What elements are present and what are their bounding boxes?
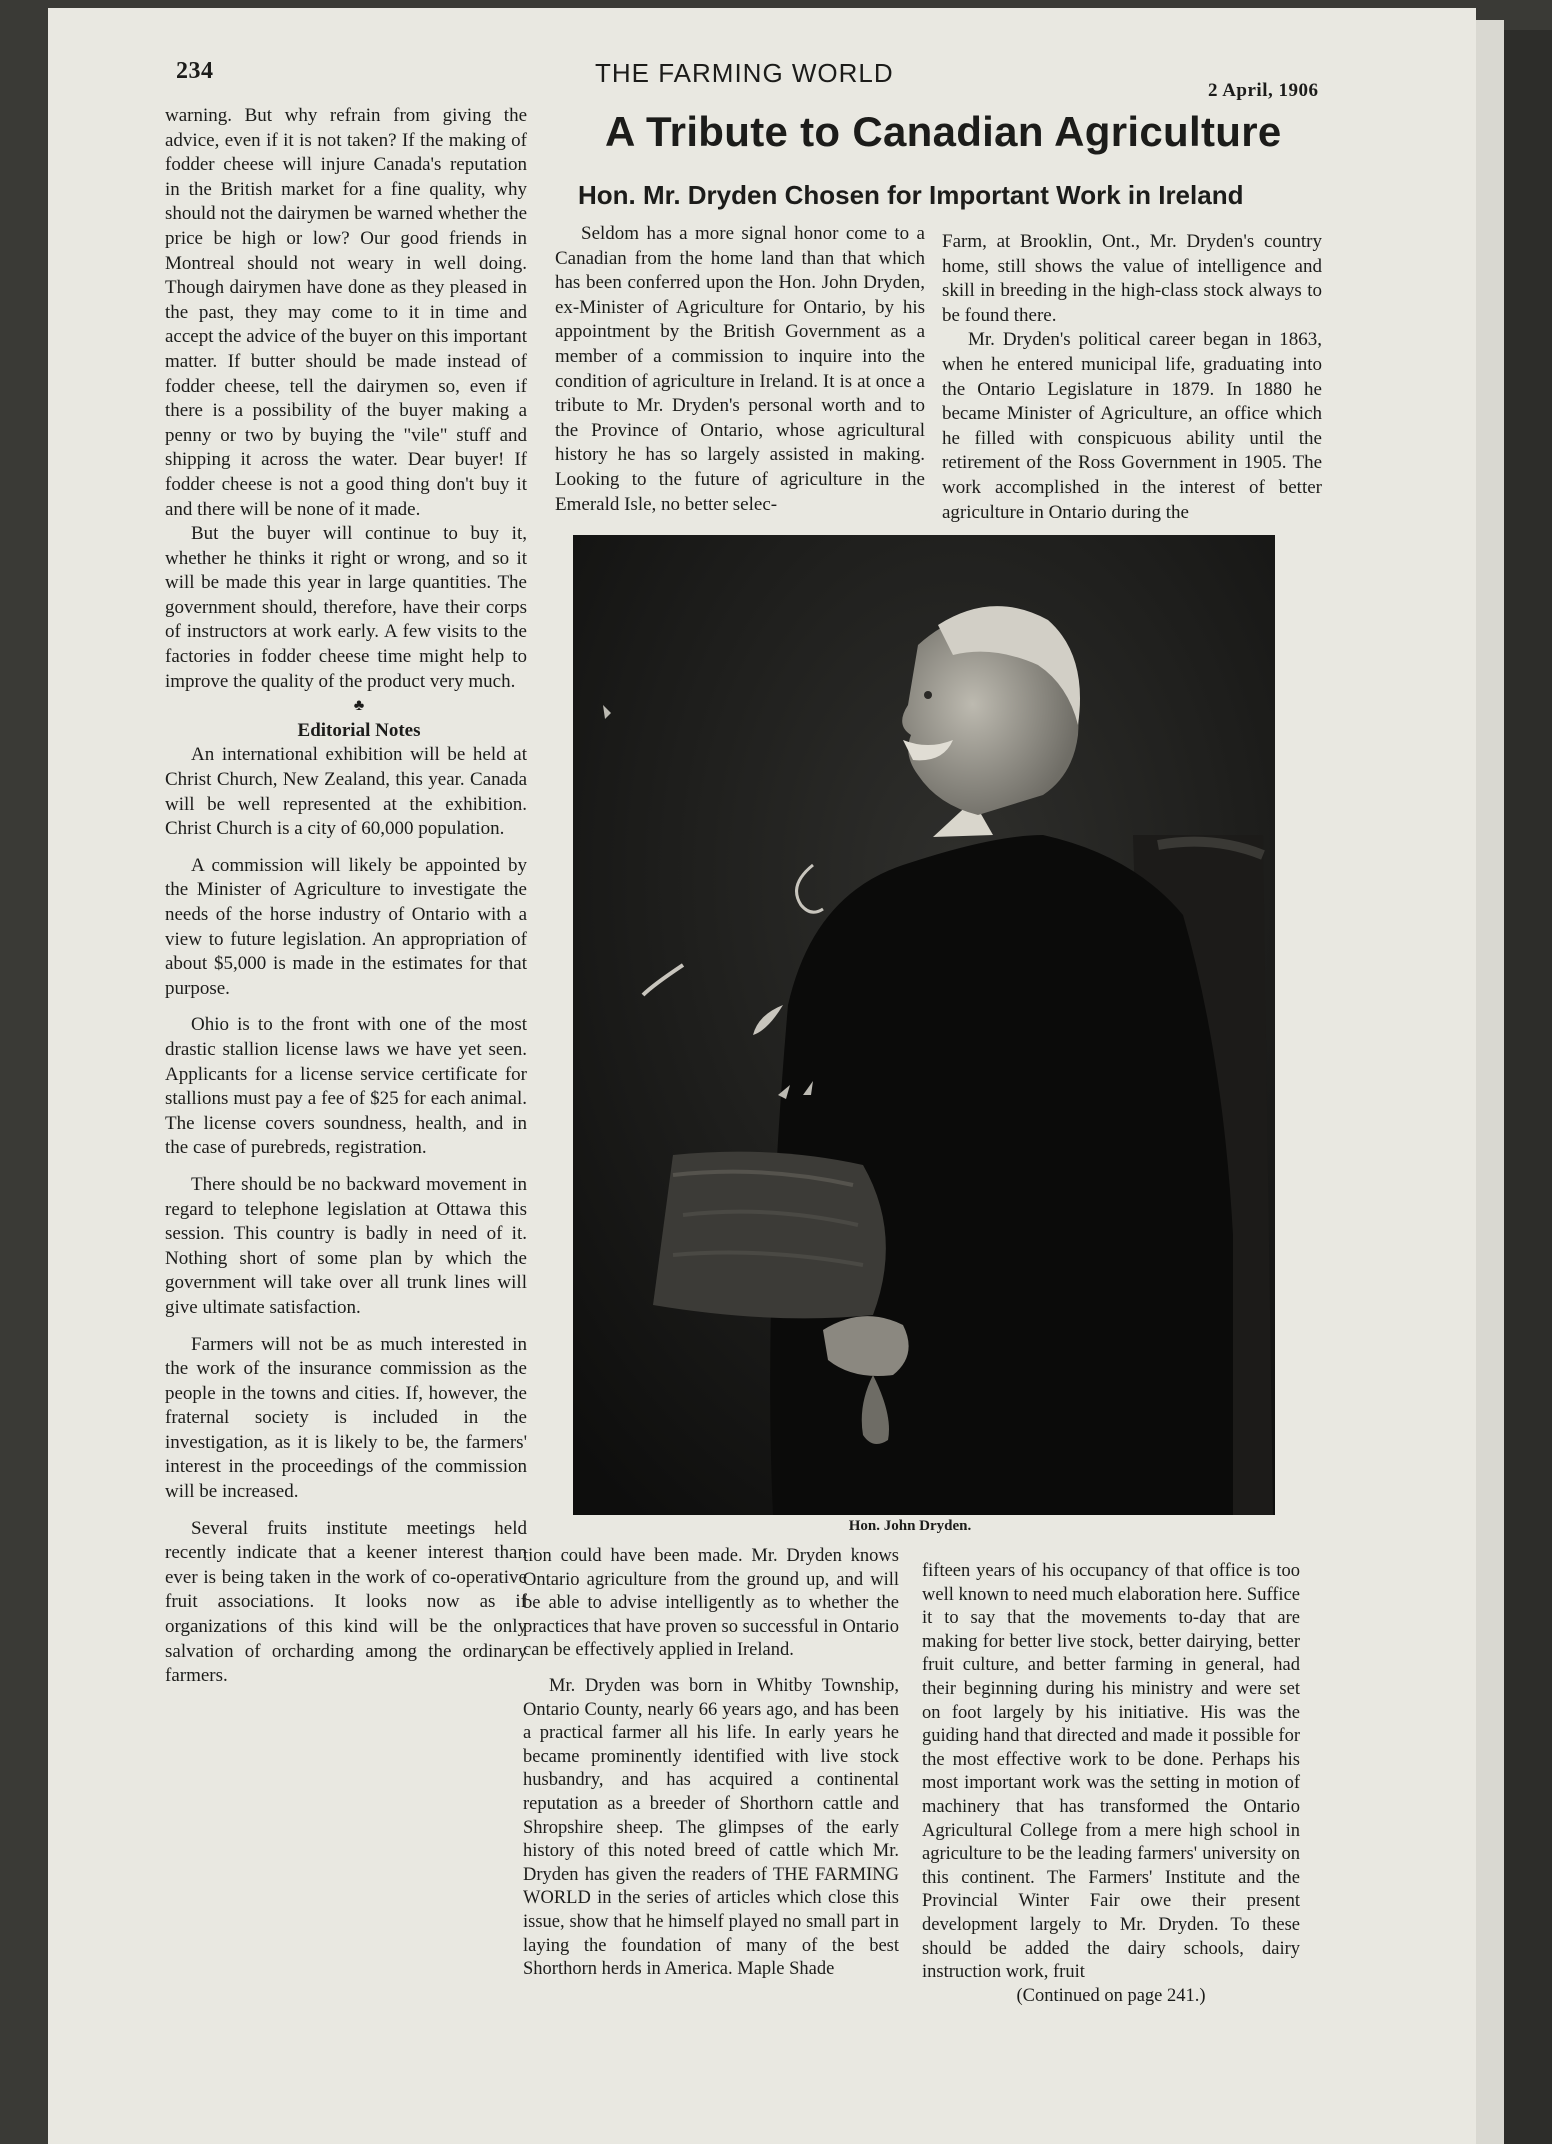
article-paragraph: Seldom has a more signal honor come to a Canadian from the home land than that which has been conferred upon the Hon. John Dryden, ex-Minister of Agriculture for Ontario, by his appointment by the British Government as a member of a commission to inquire into the condition of agriculture in Ireland. It is at once a tribute to Mr. Dryden's personal worth and to the Province of Ontario, whose agricultural history he has so largely assisted in making. Looking to the future of agriculture in the Emerald Isle, no better selec- bbox=[555, 223, 925, 515]
portrait-illustration bbox=[573, 535, 1275, 1515]
article-title: A Tribute to Canadian Agriculture bbox=[605, 108, 1282, 155]
article-column-bottom-right bbox=[922, 1560, 1300, 2008]
article-paragraph: Mr. Dryden's political career began in 1863, when he entered municipal life, graduating into the Ontario Legislature in 1879. In 1880 he became Minister of Agriculture, an office which he filled with conspicuous ability until the retirement of the Ross Government in 1905. The work accomplished in the interest of better agriculture in Ontario during the bbox=[942, 329, 1322, 523]
page-number: 234 bbox=[176, 58, 214, 84]
left-paragraph: warning. But why refrain from giving the advice, even if it is not taken? If the making of fodder cheese will injure Canada's reputation in the British market for a fine quality, why should not the dairymen be warned whether the price be high or low? Our good friends in Montreal should not weary in well doing. Though dairymen have done as they pleased in the past, they may come to it in time and accept the advice of the buyer on this important matter. If butter should be made instead of fodder cheese, tell the dairymen so, even if there is a possibility of the buyer making a penny or two by buying the "vile" stuff and shipping it across the water. Dear buyer! If fodder cheese is not a good thing don't buy it and there will be none of it made. bbox=[165, 105, 527, 520]
article-paragraph: Mr. Dryden was born in Whitby Township, Ontario County, nearly 66 years ago, and has been a practical farmer all his life. In early years he became prominently identified with live stock husbandry, and has acquired a continental reputation as a breeder of Shorthorn cattle and Shropshire sheep. The glimpses of the early history of this noted breed of cattle which Mr. Dryden has given the readers of THE FARMING WORLD in the series of articles which close this issue, show that he himself played no small part in laying the foundation of many of the best Shorthorn herds in America. Maple Shade bbox=[523, 1675, 899, 1980]
article-paragraph: fifteen years of his occupancy of that office is too well known to need much elaboration here. Suffice it to say that the movements to-day that are making for better live stock, better dairying, better fruit culture, and better farming in general, had their beginning during his ministry and were set on foot largely by his initiative. His was the guiding hand that directed and made it possible for the most effective work to be done. Perhaps his most important work was the setting in motion of machinery that has transformed the Ontario Agricultural College from a mere high school in agriculture to be the leading farmers' university on this continent. The Farmers' Institute and the Provincial Winter Fair owe their present development largely to Mr. Dryden. To these should be added the dairy schools, dairy instruction work, fruit bbox=[922, 1561, 1300, 1983]
article-subtitle: Hon. Mr. Dryden Chosen for Important Work in Ireland bbox=[578, 180, 1244, 210]
editorial-note: Several fruits institute meetings held recently indicate that a keener interest than ever is being taken in the work of co-operative fruit associations. It looks now as if organizations of this kind will be the only salvation of orcharding among the ordinary farmers. bbox=[165, 1517, 527, 1687]
scan-border bbox=[1504, 30, 1552, 2144]
article-paragraph: tion could have been made. Mr. Dryden knows Ontario agriculture from the ground up, and will be able to advise intelligently as to whether the practices that have proven so successful in Ontario can be effectively applied in Ireland. bbox=[523, 1546, 899, 1661]
ornament-icon: ♣ bbox=[353, 697, 365, 715]
issue-date: 2 April, 1906 bbox=[1208, 80, 1319, 101]
article-paragraph: Farm, at Brooklin, Ont., Mr. Dryden's country home, still shows the value of intelligence and skill in breeding in the high-class stock always to be found there. bbox=[942, 231, 1322, 326]
masthead: THE FARMING WORLD bbox=[595, 58, 894, 88]
editorial-note: Farmers will not be as much interested in the work of the insurance commission as the people in the towns and cities. If, however, the fraternal society is included in the investigation, as it is likely to be, the farmers' interest in the proceedings of the commission will be increased. bbox=[165, 1333, 527, 1503]
editorial-note: An international exhibition will be held at Christ Church, New Zealand, this year. Canada will be well represented at the exhibition. Christ Church is a city of 60,000 population. bbox=[165, 744, 527, 840]
photo-caption: Hon. John Dryden. bbox=[848, 1518, 972, 1534]
article-column-top-left bbox=[555, 222, 925, 517]
editorial-note: A commission will likely be appointed by the Minister of Agriculture to investigate the needs of the horse industry of Ontario with a view to future legislation. An appropriation of about $5,000 is made in the estimates for that purpose. bbox=[165, 854, 527, 999]
left-paragraph: But the buyer will continue to buy it, whether he thinks it right or wrong, and so it will be made this year in large quantities. The government should, therefore, have their corps of instructors at work early. A few visits to the factories in fodder cheese time might help to improve the quality of the product very much. bbox=[165, 523, 527, 692]
adjacent-page-edge bbox=[1476, 20, 1504, 2144]
left-column bbox=[165, 104, 527, 1689]
editorial-notes-heading: Editorial Notes bbox=[297, 719, 421, 741]
article-column-bottom-left bbox=[523, 1545, 899, 1982]
article-column-top-right bbox=[942, 230, 1322, 525]
portrait-photo bbox=[573, 535, 1275, 1515]
editorial-note: There should be no backward movement in regard to telephone legislation at Ottawa this session. This country is badly in need of it. Nothing short of some plan by which the government will take over all trunk lines will give ultimate satisfaction. bbox=[165, 1173, 527, 1318]
continued-note: (Continued on page 241.) bbox=[1016, 1985, 1206, 2006]
editorial-note: Ohio is to the front with one of the most drastic stallion license laws we have yet seen. Applicants for a license service certificate for stallions must pay a fee of $25 for each animal. The license covers soundness, health, and in the case of purebreds, registration. bbox=[165, 1014, 527, 1159]
